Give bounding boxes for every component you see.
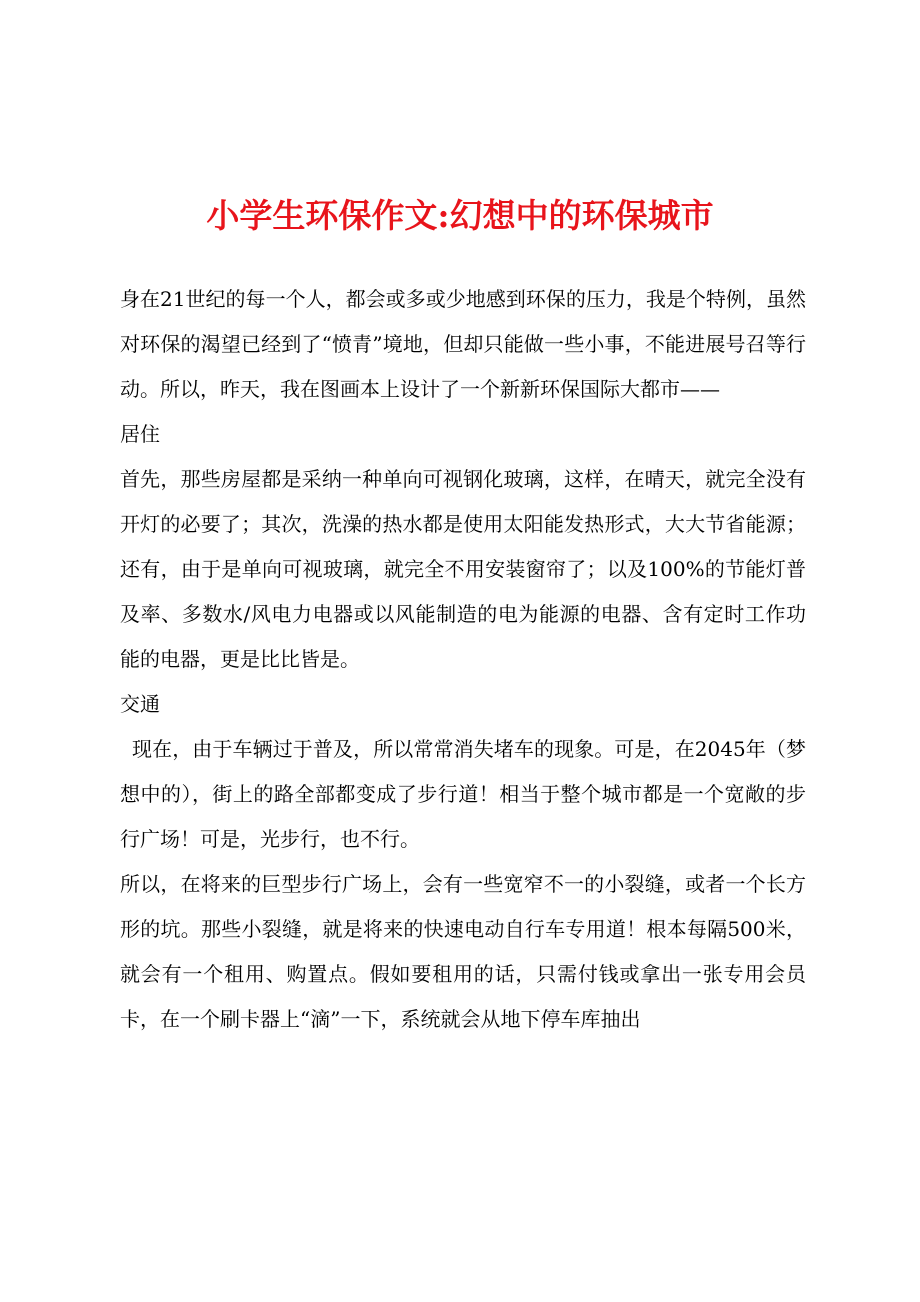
paragraph-traffic-1: 现在，由于车辆过于普及，所以常常消失堵车的现象。可是，在2045年（梦想中的），街上的路全部都变成了步行道！相当于整个城市都是一个宽敞的步行广场！可是，光步行，也不行。: [120, 737, 806, 851]
paragraph-living: 首先，那些房屋都是采纳一种单向可视钢化玻璃，这样，在晴天，就完全没有开灯的必要了；其次，洗澡的热水都是使用太阳能发热形式，大大节省能源；还有，由于是单向可视玻璃，就完全不用安装窗帘了；以及100%的节能灯普及率、多数水/风电力电器或以风能制造的电为能源的电器、含有定时工作功能的电器，更是比比皆是。: [120, 467, 806, 671]
paragraph-traffic-2: 所以，在将来的巨型步行广场上，会有一些宽窄不一的小裂缝，或者一个长方形的坑。那些小裂缝，就是将来的快速电动自行车专用道！根本每隔500米，就会有一个租用、购置点。假如要租用的话，只需付钱或拿出一张专用会员卡，在一个刷卡器上“滴”一下，系统就会从地下停车库抽出: [120, 872, 806, 1031]
section-heading-traffic: 交通: [120, 692, 160, 716]
section-heading-living: 居住: [120, 422, 160, 446]
document-body: [120, 277, 806, 1042]
document-title: 小学生环保作文:幻想中的环保城市: [206, 196, 714, 235]
paragraph-intro: 身在21世纪的每一个人，都会或多或少地感到环保的压力，我是个特例，虽然对环保的渴望已经到了“愤青”境地，但却只能做一些小事，不能进展号召等行动。所以，昨天，我在图画本上设计了一个新新环保国际大都市——: [120, 287, 806, 401]
